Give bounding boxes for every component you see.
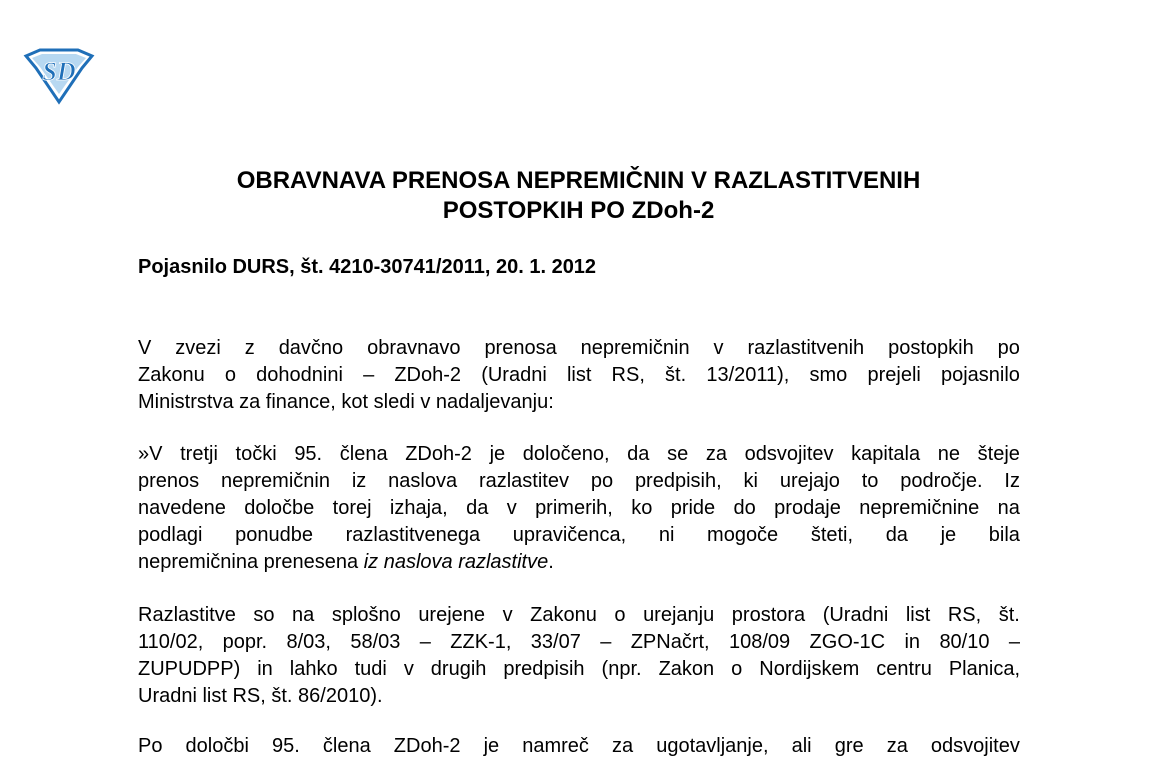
word: ne (937, 443, 960, 465)
word: lahko (289, 658, 338, 680)
word: splošno (331, 604, 401, 626)
word: postopkih (888, 337, 974, 359)
word: o (614, 604, 626, 626)
word: (Uradni (822, 604, 889, 626)
word: se (667, 443, 689, 465)
word: v (502, 604, 513, 626)
word: – (600, 631, 612, 653)
word: šteti, (810, 524, 854, 546)
paragraph-1-line: Ministrstva za finance, kot sledi v nadaljevanju: (138, 391, 554, 413)
word: 108/09 (729, 631, 791, 653)
paragraph-2-last-prefix: nepremičnina prenesena (138, 551, 364, 573)
word: odsvojitev (930, 735, 1020, 757)
paragraph-2-line (138, 495, 1020, 522)
word: 13/2011), (706, 364, 790, 386)
word: urejajo (779, 470, 840, 492)
word: RS, (611, 364, 645, 386)
word: je (940, 524, 957, 546)
word: ZUPUDPP) (138, 658, 241, 680)
word: z (244, 337, 255, 359)
word: v (713, 337, 724, 359)
company-logo (22, 48, 96, 104)
word: tudi (354, 658, 387, 680)
word: torej (332, 497, 372, 519)
word: po (997, 337, 1020, 359)
word: obravnavo (367, 337, 461, 359)
paragraph-2-line (138, 522, 1020, 549)
word: urejanju (643, 604, 715, 626)
word: da (627, 443, 650, 465)
word: predpisih, (634, 470, 722, 492)
word: – (363, 364, 375, 386)
word: člena (339, 443, 388, 465)
word: do (733, 497, 756, 519)
word: davčno (278, 337, 344, 359)
sd-shield-logo-icon (22, 48, 96, 104)
word: smo (809, 364, 848, 386)
word: da (466, 497, 489, 519)
word: 58/03 (350, 631, 401, 653)
word: pride (670, 497, 716, 519)
word: določeno, (522, 443, 610, 465)
word: 80/10 (939, 631, 990, 653)
paragraph-2-last-suffix: . (548, 551, 554, 573)
document-title-line-2: POSTOPKIH PO ZDoh-2 (442, 197, 715, 224)
paragraph-2-line (138, 441, 1020, 468)
word: je (489, 443, 506, 465)
word: ZDoh-2 (405, 443, 472, 465)
word: in (904, 631, 921, 653)
word: v (506, 497, 517, 519)
word: – (1008, 631, 1020, 653)
document-subtitle: Pojasnilo DURS, št. 4210-30741/2011, 20. 1. 2012 (138, 256, 597, 278)
word: urejene (418, 604, 486, 626)
paragraph-1-line (138, 335, 1020, 362)
paragraph-2 (138, 441, 1020, 576)
word: 95. (294, 443, 323, 465)
word: bila (988, 524, 1020, 546)
word: list (905, 604, 931, 626)
word: po (590, 470, 614, 492)
word: Planica, (948, 658, 1020, 680)
word: ki (743, 470, 758, 492)
word: določbe (244, 497, 315, 519)
word: 95. (272, 735, 300, 757)
word: primerih, (535, 497, 613, 519)
word: »V (138, 443, 163, 465)
word: (Uradni (481, 364, 547, 386)
paragraph-4 (138, 733, 1020, 760)
word: ZGO-1C (809, 631, 886, 653)
word: ko (631, 497, 653, 519)
word: da (885, 524, 908, 546)
word: popr. (222, 631, 268, 653)
word: v (403, 658, 414, 680)
word: Iz (1004, 470, 1020, 492)
word: nepremičnin (221, 470, 330, 492)
word: ZZK-1, (450, 631, 512, 653)
word: ZDoh-2 (393, 735, 461, 757)
word: upravičenca, (512, 524, 627, 546)
word: ZPNačrt, (630, 631, 710, 653)
word: za (886, 735, 908, 757)
word: razlastitvenega (345, 524, 481, 546)
word: o (731, 658, 743, 680)
paragraph-1 (138, 335, 1020, 416)
word: razlastitvenih (747, 337, 865, 359)
word: ni (658, 524, 675, 546)
word: to (861, 470, 879, 492)
word: list (566, 364, 592, 386)
word: centru (876, 658, 932, 680)
word: točki (235, 443, 277, 465)
word: Nordijskem (759, 658, 860, 680)
paragraph-2-last-line (138, 549, 1020, 576)
word: so (253, 604, 275, 626)
word: (npr. (601, 658, 642, 680)
word: prodaje (774, 497, 841, 519)
paragraph-3 (138, 602, 1020, 710)
word: št. (665, 364, 687, 386)
word: predpisih (503, 658, 585, 680)
paragraph-3-line (138, 629, 1020, 656)
word: za (705, 443, 727, 465)
word: prostora (731, 604, 806, 626)
word: namreč (522, 735, 589, 757)
word: je (483, 735, 500, 757)
word: odsvojitev (744, 443, 834, 465)
word: Zakon (658, 658, 715, 680)
logo-letters: SD (42, 57, 76, 86)
word: mogoče (707, 524, 779, 546)
paragraph-3-line: Uradni list RS, št. 86/2010). (138, 685, 383, 707)
word: določbi (185, 735, 249, 757)
paragraph-2-italic-phrase: iz naslova razlastitve (363, 551, 549, 573)
paragraph-2-line (138, 468, 1020, 495)
word: 8/03, (286, 631, 331, 653)
paragraph-3-line (138, 656, 1020, 683)
paragraph-3-line (138, 602, 1020, 629)
word: za (612, 735, 634, 757)
word: ZDoh-2 (394, 364, 462, 386)
word: nepremičnine (859, 497, 980, 519)
word: Zakonu (138, 364, 205, 386)
word: prenos (138, 470, 200, 492)
word: naslova (388, 470, 458, 492)
word: Po (138, 735, 163, 757)
word: ali (791, 735, 812, 757)
word: izhaja, (389, 497, 448, 519)
word: Zakonu (530, 604, 597, 626)
word: iz (351, 470, 367, 492)
word: drugih (430, 658, 487, 680)
word: dohodnini (256, 364, 343, 386)
word: ugotavljanje, (656, 735, 769, 757)
word: Razlastitve (138, 604, 236, 626)
word: pojasnilo (940, 364, 1020, 386)
word: ponudbe (235, 524, 314, 546)
word: nepremičnin (580, 337, 690, 359)
word: navedene (138, 497, 226, 519)
word: na (292, 604, 315, 626)
word: V (138, 337, 152, 359)
word: tretji (180, 443, 218, 465)
word: podlagi (138, 524, 203, 546)
word: o (224, 364, 236, 386)
paragraph-1-line (138, 362, 1020, 389)
word: prejeli (867, 364, 921, 386)
word: RS, (947, 604, 982, 626)
word: člena (322, 735, 371, 757)
word: – (419, 631, 431, 653)
word: na (997, 497, 1020, 519)
word: področje. (900, 470, 983, 492)
word: in (257, 658, 273, 680)
word: šteje (977, 443, 1020, 465)
word: kapitala (851, 443, 921, 465)
word: 110/02, (138, 631, 204, 653)
word: gre (834, 735, 864, 757)
word: št. (998, 604, 1020, 626)
word: prenosa (484, 337, 557, 359)
document-title-line-1: OBRAVNAVA PRENOSA NEPREMIČNIN V RAZLASTITVENIH (236, 167, 921, 194)
word: 33/07 (530, 631, 581, 653)
word: razlastitev (478, 470, 569, 492)
paragraph-4-line (138, 733, 1020, 760)
word: zvezi (175, 337, 221, 359)
